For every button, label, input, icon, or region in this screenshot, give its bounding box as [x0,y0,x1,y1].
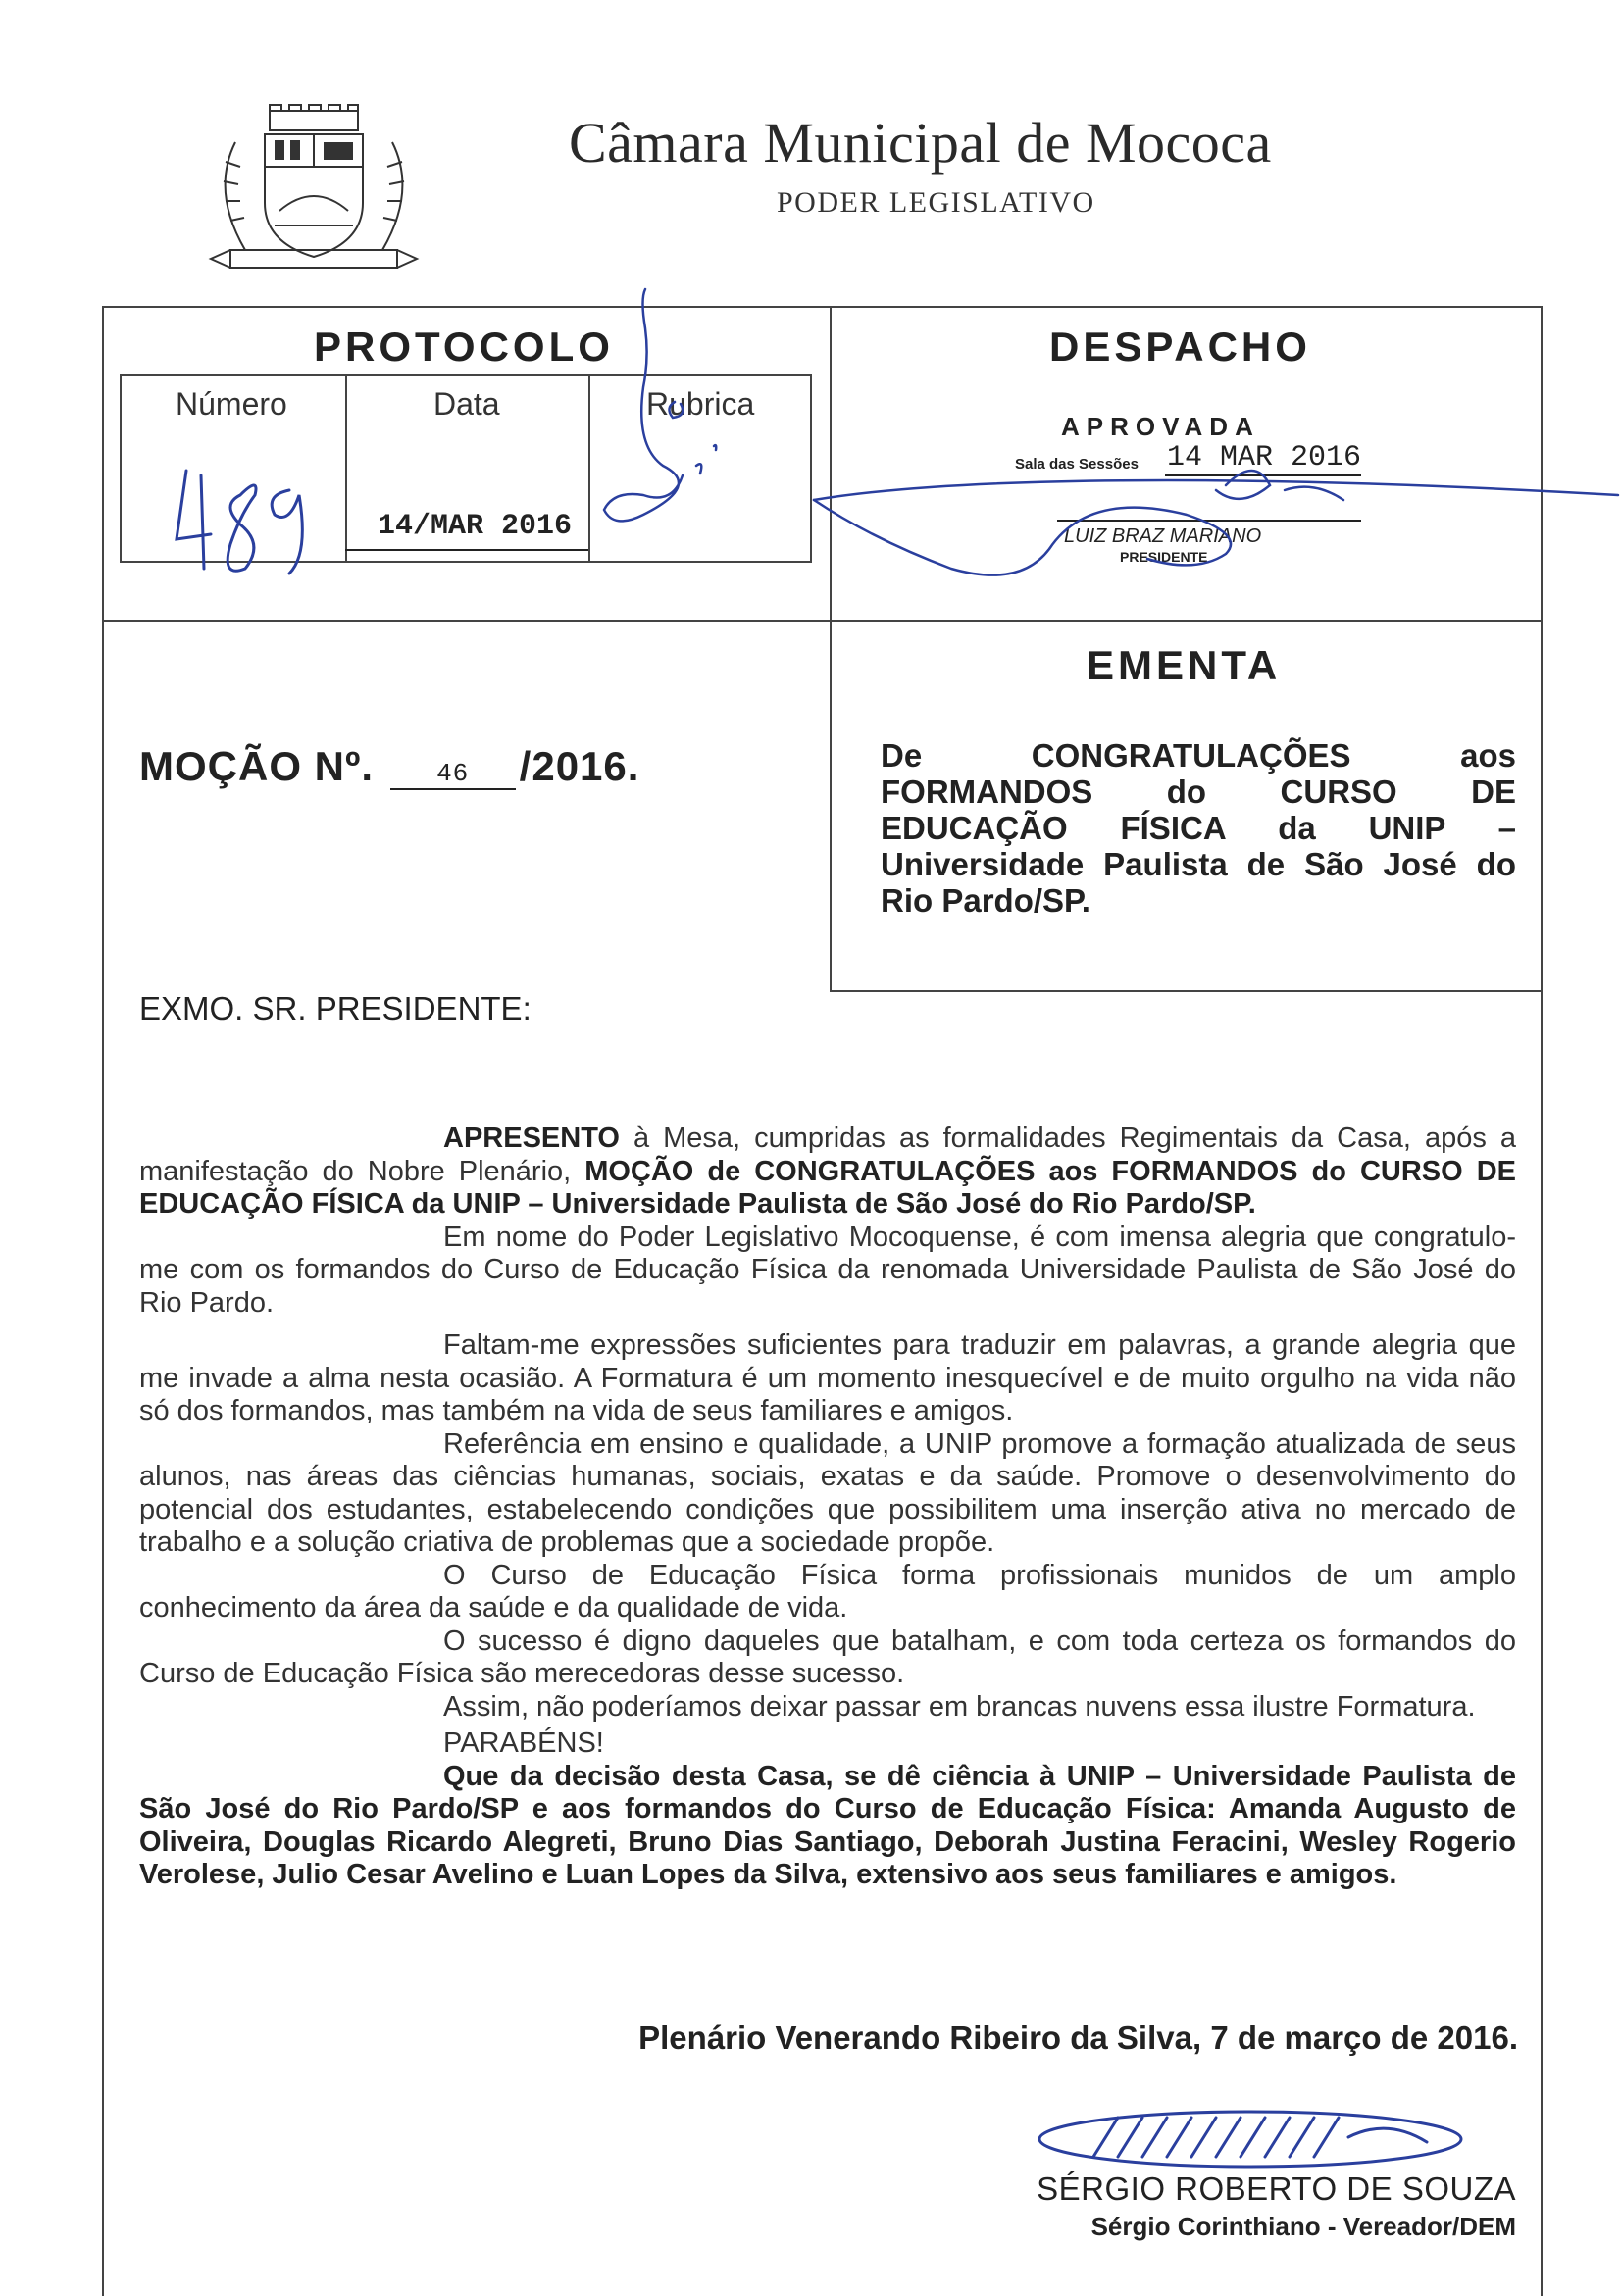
protocolo-col-divider [345,376,347,561]
paragraph-1-lead: APRESENTO [443,1123,620,1154]
paragraph-1-text: à Mesa, cumpridas as formalidades Regimentais da Casa, após a manifestação do Nobre Plenário, [139,1123,1516,1187]
approval-stamp-name: LUIZ BRAZ MARIANO [1064,525,1262,547]
mocao-number: 46 [390,759,516,790]
mocao-prefix: MOÇÃO Nº. [139,743,374,789]
signer-role: Sérgio Corinthiano - Vereador/DEM [1090,2212,1516,2241]
paragraph-7: Assim, não poderíamos deixar passar em brancas nuvens essa ilustre Formatura. [443,1690,1476,1722]
approval-stamp-label: APROVADA [1061,412,1260,441]
column-divider [830,306,832,992]
paragraph-1-bold: MOÇÃO de CONGRATULAÇÕES aos FORMANDOS do CURSO DE EDUCAÇÃO FÍSICA da UNIP – Universidade Paulista de São José do Rio Pardo/SP. [139,1155,1516,1220]
paragraph-1 [139,1123,1516,1222]
col-label-rubrica: Rubrica [646,386,755,422]
date-underline [345,549,588,551]
despacho-title: DESPACHO [1049,324,1311,370]
approval-stamp-date: 14 MAR 2016 [1167,441,1362,474]
motion-body [139,1123,1516,1892]
signer-signature [1025,2098,1476,2176]
mocao-number-line [139,743,639,790]
municipal-crest-logo [196,103,431,284]
section-divider [102,620,1543,622]
ementa-title: EMENTA [1087,642,1282,688]
approval-stamp-role: PRESIDENTE [1120,549,1208,565]
protocol-date-stamp: 14/MAR 2016 [378,510,573,543]
paragraph-4: Referência em ensino e qualidade, a UNIP promove a formação atualizada de seus alunos, nas áreas das ciências humanas, sociais, exatas e da saúde. Promove o desenvolvimento do potencial dos estudantes, estabelecendo condições que possibilitem uma inserção ativa no mercado de trabalho e a solução criativa de problemas que a sociedade propõe. [139,1427,1516,1558]
protocolo-title: PROTOCOLO [314,324,614,370]
paragraph-5: O Curso de Educação Física forma profissionais munidos de um amplo conhecimento da área da saúde e da qualidade de vida. [139,1559,1516,1623]
org-subtitle: PODER LEGISLATIVO [777,186,1095,219]
place-and-date: Plenário Venerando Ribeiro da Silva, 7 de março de 2016. [638,2020,1518,2056]
paragraph-3: Faltam-me expressões suficientes para traduzir em palavras, a grande alegria que me invade a alma nesta ocasião. A Formatura é um momento inesquecível e de muito orgulho na vida não só dos formandos, mas também na vida de seus familiares e amigos. [139,1329,1516,1426]
paragraph-6: O sucesso é digno daqueles que batalham, e com toda certeza os formandos do Curso de Educação Física são merecedoras desse sucesso. [139,1624,1516,1689]
rubrica-signature [588,284,765,578]
org-name: Câmara Municipal de Mococa [569,111,1272,175]
paragraph-8: PARABÉNS! [443,1727,604,1759]
salutation: EXMO. SR. PRESIDENTE: [139,990,532,1026]
approval-stamp-sala: Sala das Sessões [1015,456,1139,473]
col-label-data: Data [433,386,500,422]
mocao-year: /2016. [519,743,640,789]
col-label-numero: Número [176,386,287,422]
paragraph-2: Em nome do Poder Legislativo Mocoquense, é com imensa alegria que congratulo-me com os formandos do Curso de Educação Física da renomada Universidade Paulista de São José do Rio Pardo. [139,1221,1516,1319]
paragraph-9: Que da decisão desta Casa, se dê ciência à UNIP – Universidade Paulista de São José do Rio Pardo/SP e aos formandos do Curso de Educação Física: Amanda Augusto de Oliveira, Douglas Ricardo Alegreti, Bruno Dias Santiago, Deborah Justina Feracini, Wesley Rogerio Verolese, Julio Cesar Avelino e Luan Lopes da Silva, extensivo aos seus familiares e amigos. [139,1760,1516,1890]
ementa-text: De CONGRATULAÇÕES aos FORMANDOS do CURSO DE EDUCAÇÃO FÍSICA da UNIP – Universidade Paulista de São José do Rio Pardo/SP. [881,737,1516,919]
handwritten-protocol-number [167,451,343,578]
signer-name: SÉRGIO ROBERTO DE SOUZA [1037,2171,1516,2207]
president-signature [775,431,1621,608]
ementa-bottom-rule [830,990,1543,992]
